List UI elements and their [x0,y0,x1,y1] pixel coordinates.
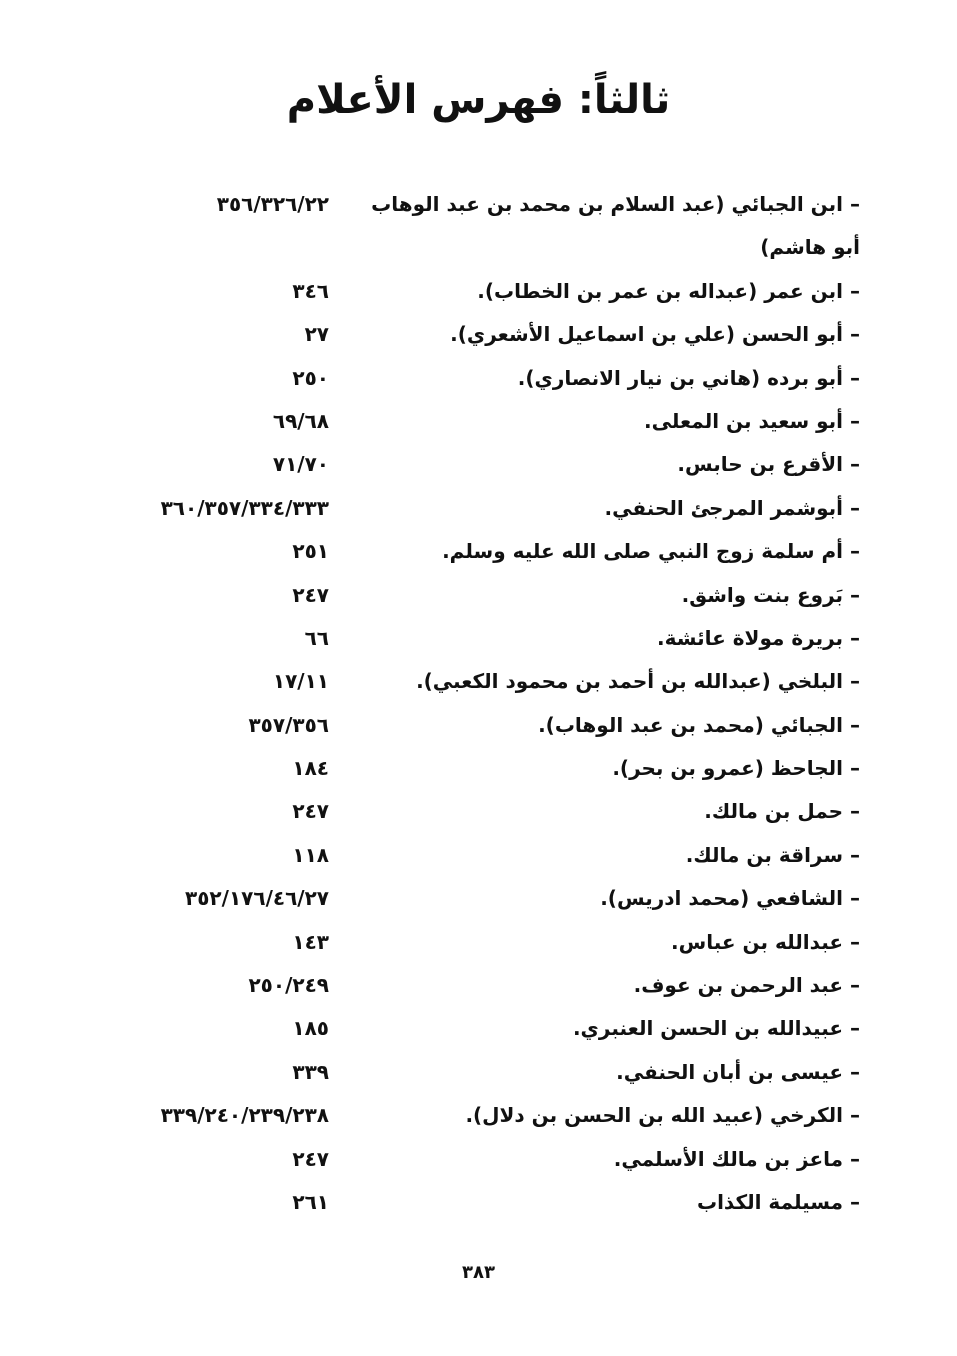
entry-name: – ابن الجبائي (عبد السلام بن محمد بن عبد الوهاب أبو هاشم) [371,192,860,259]
entry-pages: ١٨٤ [292,756,329,781]
entry-pages: ٣٥٦/٣٢٦/٢٢ [216,192,329,216]
entry-name: – أبوشمر المرجئ الحنفي. [604,495,860,520]
entry-pages: ٢٦١ [292,1190,329,1214]
index-entry [0,834,957,877]
index-entry [0,921,957,964]
index-entry [0,530,957,573]
entry-name: – الجبائي (محمد بن عبد الوهاب). [538,712,860,737]
entry-name: – البلخي (عبدالله بن أحمد بن محمود الكعبي). [416,669,860,694]
index-entry [0,1094,957,1137]
entry-pages: ٢٤٧ [292,1146,329,1171]
index-entry [0,270,957,313]
index-entry [0,400,957,443]
entry-name: – سراقة بن مالك. [685,842,860,867]
index-entry [0,660,957,703]
entry-pages: ٣٣٩ [292,1059,329,1084]
page-number: ٣٨٣ [462,1262,495,1283]
entry-name: – ابن عمر (عبداله بن عمر بن الخطاب). [477,278,860,303]
index-entry [0,1051,957,1094]
entry-pages: ١١٨ [292,842,329,867]
entry-pages: ١٧/١١ [272,669,329,694]
entry-name: – حمل بن مالك. [704,799,860,824]
entry-pages: ٢٧ [304,322,329,347]
index-entry [0,183,957,270]
index-entry [0,1007,957,1050]
entry-pages: ٦٩/٦٨ [272,408,329,433]
index-entry [0,443,957,486]
entry-name: – أبو سعيد بن المعلى. [644,408,860,433]
entry-pages: ٣٤٦ [292,278,329,303]
entry-name: – الأقرع بن حابس. [677,452,860,477]
entry-name: – أبو الحسن (علي بن اسماعيل الأشعري). [450,322,860,347]
entry-name: – عيسى بن أبان الحنفي. [616,1059,860,1084]
entry-name: – أبو برده (هاني بن نيار الانصاري). [517,365,860,390]
entry-name: – عبدالله بن عباس. [671,929,860,954]
entry-pages: ٣٣٩/٢٤٠/٢٣٩/٢٣٨ [160,1103,329,1128]
entry-pages: ٧١/٧٠ [272,452,329,477]
entry-pages: ٢٥١ [292,539,329,564]
entry-pages: ٢٤٧ [292,799,329,824]
index-entry [0,1138,957,1181]
index-list [0,183,957,1224]
index-entry [0,313,957,356]
index-entry [0,747,957,790]
index-entry [0,1181,957,1224]
entry-name: – أم سلمة زوج النبي صلى الله عليه وسلم. [442,539,860,564]
entry-pages: ٢٥٠ [292,365,329,390]
index-entry [0,574,957,617]
page-title: ثالثاً: فهرس الأعلام [286,77,671,123]
index-entry [0,790,957,833]
entry-name: – الجاحظ (عمرو بن بحر). [612,756,860,781]
entry-pages: ٣٥٧/٣٥٦ [248,712,329,737]
entry-name: – الشافعي (محمد ادريس). [600,886,860,911]
index-entry [0,704,957,747]
entry-pages: ٦٦ [304,625,329,650]
index-entry [0,617,957,660]
index-entry [0,877,957,920]
entry-pages: ١٨٥ [292,1016,329,1041]
index-entry [0,964,957,1007]
index-entry [0,487,957,530]
entry-pages: ٢٤٧ [292,582,329,607]
entry-pages: ١٤٣ [292,929,329,954]
entry-pages: ٣٥٢/١٧٦/٤٦/٢٧ [185,886,329,911]
entry-name: – الكرخي (عبيد الله بن الحسن بن دلال). [465,1103,860,1128]
entry-name: – بَروع بنت واشق. [681,582,860,607]
index-entry [0,357,957,400]
entry-name: – عبد الرحمن بن عوف. [633,973,860,998]
entry-name: – مسيلمة الكذاب [696,1190,860,1214]
entry-pages: ٢٥٠/٢٤٩ [248,973,329,998]
entry-name: – عبيدالله بن الحسن العنبري. [572,1016,860,1041]
entry-pages: ٣٦٠/٣٥٧/٣٣٤/٣٣٣ [160,495,329,520]
entry-name: – ماعز بن مالك الأسلمي. [613,1146,860,1171]
entry-name: – بريرة مولاة عائشة. [657,625,860,650]
